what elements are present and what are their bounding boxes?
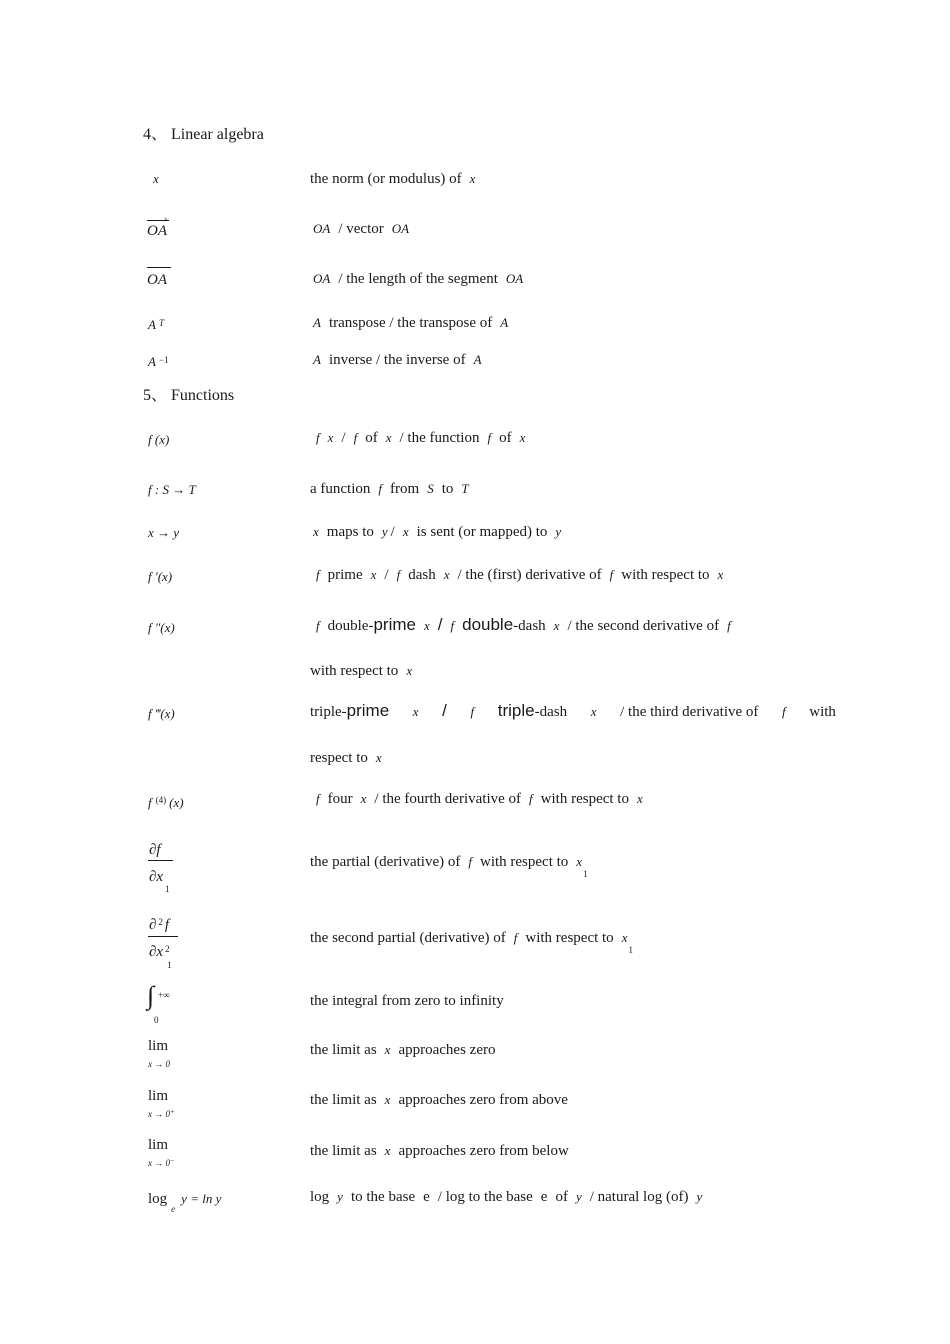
symbol-x: x bbox=[360, 791, 367, 806]
symbol-oa: OA bbox=[391, 221, 410, 236]
text: four bbox=[327, 791, 353, 807]
lim-sub-text: x → 0 bbox=[148, 1158, 170, 1168]
log-text: log bbox=[148, 1191, 168, 1207]
symbol-x: x bbox=[519, 430, 526, 445]
symbol-t: T bbox=[461, 481, 469, 496]
definition-second-derivative-cont bbox=[310, 664, 412, 679]
symbol-x: x bbox=[717, 567, 724, 582]
definition-limit-above bbox=[310, 1093, 568, 1108]
symbol-x: x bbox=[590, 704, 597, 719]
definition-inverse bbox=[313, 353, 482, 368]
section-title: Functions bbox=[171, 387, 235, 404]
definition-norm bbox=[310, 172, 475, 187]
lim-symbol: lim bbox=[148, 1038, 169, 1054]
symbol-x: x bbox=[423, 618, 430, 633]
text: maps to bbox=[326, 524, 374, 540]
second-partial-denominator bbox=[149, 945, 170, 960]
symbol-y: y bbox=[696, 1189, 703, 1204]
symbol-f-of-x: f (x) bbox=[148, 432, 170, 447]
definition-log bbox=[310, 1190, 702, 1205]
symbol-x: x bbox=[375, 750, 382, 765]
definition-first-derivative bbox=[316, 568, 723, 583]
lim-sub-text: x → 0 bbox=[148, 1109, 170, 1119]
definition-vector bbox=[313, 222, 409, 237]
text: prime bbox=[346, 701, 390, 720]
symbol-oa: OA bbox=[313, 271, 331, 286]
lim-subscript: x → 0 bbox=[148, 1059, 170, 1069]
subscript-1: 1 bbox=[628, 945, 633, 955]
symbol-oa: OA bbox=[313, 221, 331, 236]
symbol-f: f bbox=[450, 618, 455, 633]
text: with respect to bbox=[621, 567, 710, 583]
text: to bbox=[441, 481, 454, 497]
symbol-f: f bbox=[378, 481, 383, 496]
superscript-2: 2 bbox=[158, 917, 163, 927]
text: / log to the base bbox=[437, 1189, 533, 1205]
text: the norm (or modulus) of bbox=[310, 171, 462, 187]
text: triple bbox=[497, 701, 535, 720]
symbol-f: f bbox=[468, 854, 472, 869]
symbol-f-double-prime: f ″(x) bbox=[148, 620, 175, 635]
definition-function bbox=[316, 431, 525, 446]
symbol-f: f bbox=[148, 795, 152, 810]
symbol-x: x bbox=[370, 567, 377, 582]
symbol-x: x bbox=[384, 1092, 391, 1107]
section-5-heading bbox=[143, 388, 234, 404]
symbol-x: x bbox=[621, 930, 628, 945]
definition-function-from-to bbox=[310, 482, 469, 497]
text: prime bbox=[327, 567, 363, 583]
text: / the length of the segment bbox=[338, 271, 498, 287]
symbol-a: A bbox=[313, 352, 321, 367]
text: of bbox=[499, 430, 512, 446]
section-4-heading bbox=[143, 127, 264, 143]
symbol-log bbox=[148, 1191, 222, 1214]
symbol-x: x bbox=[327, 430, 334, 445]
superscript-minus: − bbox=[170, 1157, 175, 1165]
symbol-a: A bbox=[473, 352, 482, 367]
text: approaches zero from above bbox=[398, 1092, 568, 1108]
symbol-y: y bbox=[381, 524, 388, 539]
lim-subscript-above bbox=[148, 1110, 175, 1119]
text: respect to bbox=[310, 750, 368, 766]
subscript-1: 1 bbox=[165, 884, 170, 894]
fraction-bar bbox=[148, 936, 178, 937]
text: double bbox=[462, 615, 514, 634]
partial-numerator: ∂f bbox=[149, 842, 161, 858]
symbol-x: x bbox=[406, 663, 413, 678]
integral-upper-limit: +∞ bbox=[158, 990, 170, 1000]
partial-symbol: ∂ bbox=[149, 917, 157, 933]
symbol-f-triple-prime: f ‴(x) bbox=[148, 706, 175, 721]
symbol-f: f bbox=[164, 917, 170, 933]
definition-second-derivative bbox=[316, 616, 731, 634]
definition-integral bbox=[310, 994, 504, 1009]
symbol-a-transpose bbox=[148, 318, 164, 331]
fraction-bar bbox=[148, 860, 173, 861]
symbol-x: x bbox=[385, 430, 392, 445]
symbol-a: A bbox=[148, 317, 156, 332]
partial-x: ∂x bbox=[149, 944, 164, 960]
superscript-4: (4) bbox=[155, 795, 167, 805]
symbol-f: f bbox=[396, 567, 401, 582]
symbol-y: y bbox=[575, 1189, 582, 1204]
symbol-f: f bbox=[316, 430, 320, 445]
text: to the base bbox=[350, 1189, 416, 1205]
text: with respect to bbox=[540, 791, 629, 807]
segment bbox=[498, 702, 567, 720]
overline-bar bbox=[147, 267, 171, 268]
symbol-y: y bbox=[555, 524, 562, 539]
symbol-y: y bbox=[337, 1189, 343, 1204]
symbol-x: x bbox=[313, 524, 319, 539]
segment bbox=[310, 702, 389, 720]
text: from bbox=[390, 481, 420, 497]
symbol-f: f bbox=[513, 930, 518, 945]
symbol-f: f bbox=[470, 704, 475, 719]
text: dash bbox=[408, 567, 436, 583]
symbol-a-inverse bbox=[148, 355, 169, 368]
symbol-f-fourth bbox=[148, 796, 184, 809]
symbol-s: S bbox=[427, 481, 434, 496]
symbol-x: x bbox=[384, 1143, 391, 1158]
definition-fourth-derivative bbox=[316, 792, 643, 807]
symbol-a: A bbox=[148, 354, 156, 369]
text: -dash bbox=[513, 618, 546, 634]
symbol-x: x bbox=[153, 171, 159, 186]
text: the second partial (derivative) of bbox=[310, 930, 506, 946]
symbol-segment-oa: OA bbox=[147, 272, 167, 288]
text: -dash bbox=[534, 704, 568, 720]
arrow-head-icon: › bbox=[164, 214, 168, 225]
symbol-x: x bbox=[636, 791, 643, 806]
section-number: 5、 bbox=[143, 387, 168, 404]
symbol-vector-oa: OA bbox=[147, 223, 167, 239]
text: approaches zero from below bbox=[398, 1143, 569, 1159]
symbol-f: f bbox=[529, 791, 533, 806]
symbol-e: e bbox=[540, 1189, 548, 1205]
symbol-x-maps-y: x → y bbox=[148, 525, 180, 540]
text: triple- bbox=[310, 704, 347, 720]
symbol-a: A bbox=[313, 315, 321, 330]
section-title: Linear algebra bbox=[171, 126, 264, 143]
text: / bbox=[384, 567, 389, 583]
definition-limit-below bbox=[310, 1144, 569, 1159]
symbol-oa: OA bbox=[505, 271, 524, 286]
definition-third-derivative-cont bbox=[310, 751, 382, 766]
text: / bbox=[390, 524, 395, 540]
superscript-neg1: −1 bbox=[158, 355, 169, 365]
text: / the fourth derivative of bbox=[374, 791, 522, 807]
text: the limit as bbox=[310, 1092, 377, 1108]
text: the limit as bbox=[310, 1042, 377, 1058]
text: with respect to bbox=[479, 854, 569, 870]
symbol-x: x bbox=[443, 567, 450, 582]
section-number: 4、 bbox=[143, 126, 168, 143]
symbol-a: A bbox=[500, 315, 509, 330]
superscript-t: T bbox=[158, 318, 164, 328]
text: is sent (or mapped) to bbox=[416, 524, 548, 540]
symbol-f: f bbox=[316, 791, 320, 806]
text: of bbox=[555, 1189, 568, 1205]
text: the limit as bbox=[310, 1143, 377, 1159]
text: / vector bbox=[338, 221, 384, 237]
text: / the second derivative of bbox=[567, 618, 720, 634]
symbol-x-paren: (x) bbox=[169, 795, 184, 810]
text: transpose / the transpose of bbox=[328, 315, 493, 331]
text: with respect to bbox=[310, 663, 399, 679]
symbol-x: x bbox=[553, 618, 560, 633]
text: log bbox=[310, 1189, 330, 1205]
definition-segment-length bbox=[313, 272, 523, 287]
lim-symbol: lim bbox=[148, 1137, 169, 1153]
text: / bbox=[437, 615, 443, 634]
symbol-x: x bbox=[576, 854, 583, 869]
lim-subscript-below bbox=[148, 1159, 175, 1168]
lim-symbol: lim bbox=[148, 1088, 169, 1104]
integral-lower-limit: 0 bbox=[154, 1015, 159, 1025]
symbol-x: x bbox=[412, 704, 419, 719]
text: / the third derivative of bbox=[620, 704, 759, 720]
symbol-f: f bbox=[609, 567, 614, 582]
text: of bbox=[365, 430, 378, 446]
symbol-e: e bbox=[423, 1189, 430, 1205]
integral-icon: ∫ bbox=[147, 981, 155, 1010]
text: inverse / the inverse of bbox=[328, 352, 466, 368]
text: / natural log (of) bbox=[589, 1189, 689, 1205]
symbol-f: f bbox=[316, 618, 320, 633]
subscript-e: e bbox=[171, 1204, 176, 1214]
text: the integral from zero to infinity bbox=[310, 993, 504, 1009]
symbol-f: f bbox=[316, 567, 320, 582]
superscript-plus: + bbox=[170, 1108, 175, 1116]
second-partial-numerator bbox=[149, 918, 169, 933]
text: the partial (derivative) of bbox=[310, 854, 461, 870]
symbol-f: f bbox=[487, 430, 492, 445]
subscript-1: 1 bbox=[167, 960, 172, 970]
symbol-x: x bbox=[469, 171, 476, 186]
text: with bbox=[809, 704, 836, 720]
text: / bbox=[341, 430, 346, 446]
symbol-x: x bbox=[402, 524, 409, 539]
definition-third-derivative bbox=[310, 702, 836, 720]
text: approaches zero bbox=[398, 1042, 496, 1058]
partial-denominator: ∂x bbox=[149, 869, 164, 885]
definition-second-partial bbox=[310, 930, 633, 955]
symbol-f: f bbox=[782, 704, 786, 719]
text: / the function bbox=[399, 430, 480, 446]
symbol-function-map: f : S → T bbox=[148, 482, 196, 497]
definition-maps-to bbox=[313, 525, 561, 540]
text: / the (first) derivative of bbox=[457, 567, 602, 583]
definition-partial bbox=[310, 854, 588, 879]
definition-transpose bbox=[313, 316, 508, 331]
text: prime bbox=[373, 615, 416, 634]
log-equation: y = ln y bbox=[181, 1191, 222, 1206]
text: with respect to bbox=[525, 930, 614, 946]
symbol-x: x bbox=[384, 1042, 391, 1057]
symbol-f: f bbox=[353, 430, 358, 445]
subscript-1: 1 bbox=[583, 869, 588, 879]
symbol-f: f bbox=[727, 618, 731, 633]
symbol-f-prime: f ′(x) bbox=[148, 569, 173, 584]
text: a function bbox=[310, 481, 371, 497]
text: double- bbox=[327, 618, 374, 634]
definition-limit bbox=[310, 1043, 495, 1058]
superscript-2: 2 bbox=[165, 944, 170, 954]
text: / bbox=[442, 701, 447, 720]
